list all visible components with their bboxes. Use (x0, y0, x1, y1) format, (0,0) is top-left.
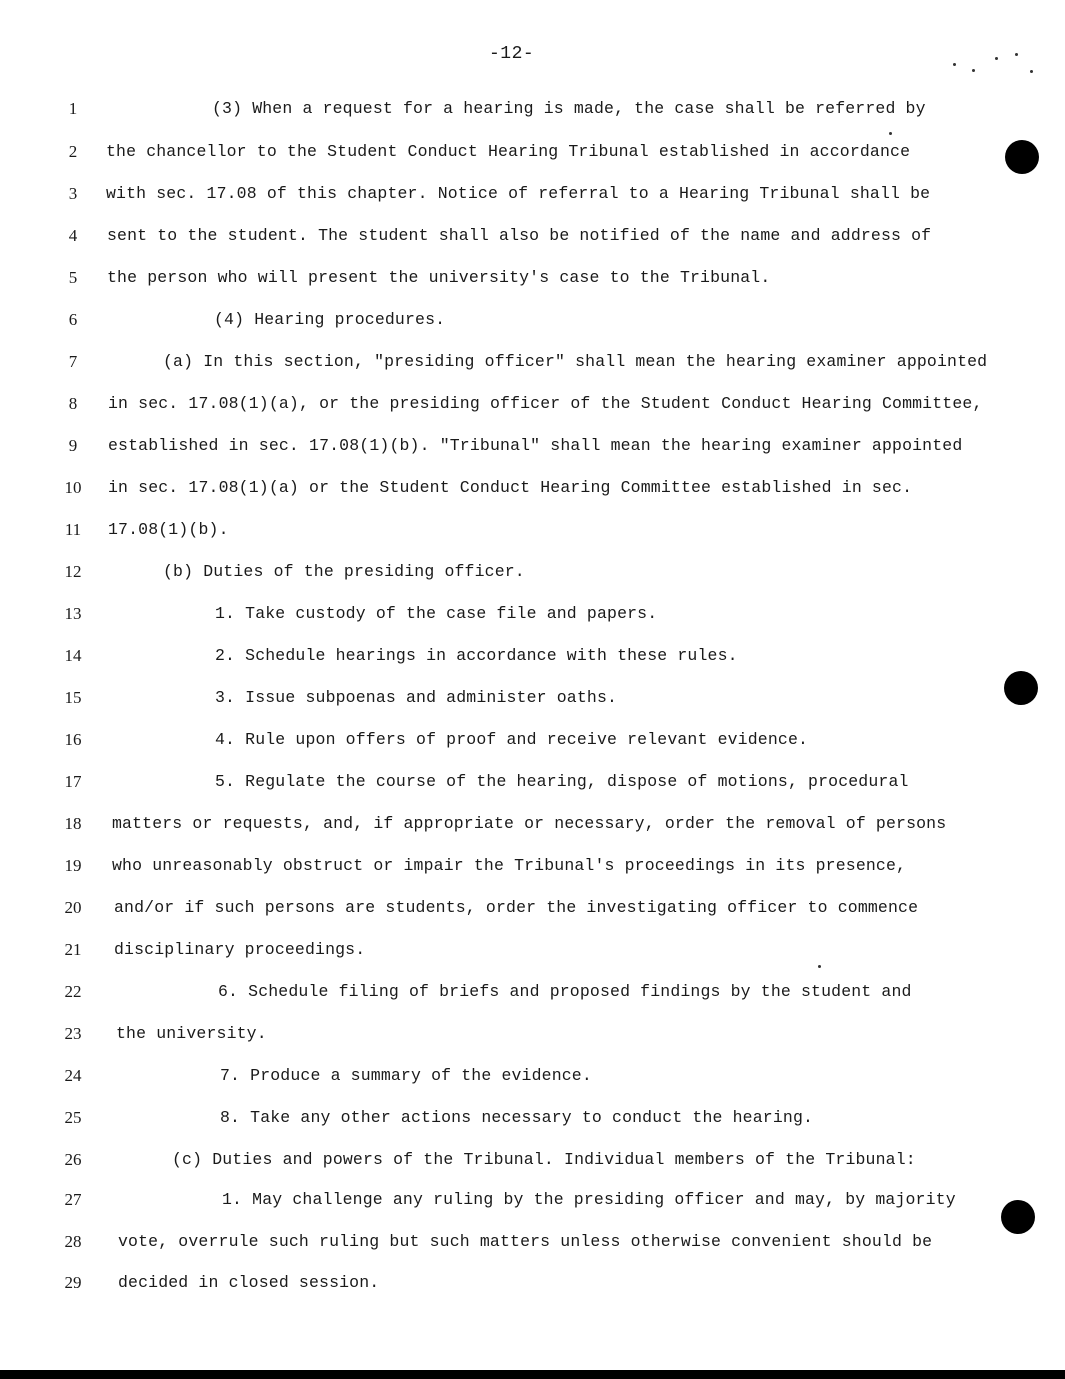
line-text: (c) Duties and powers of the Tribunal. Individual members of the Tribunal: (172, 1150, 916, 1169)
text-line-1 (0, 96, 1065, 122)
scan-speck (889, 132, 892, 135)
line-number: 1 (68, 99, 78, 118)
line-number: 28 (64, 1232, 82, 1251)
punch-hole-top (1005, 140, 1039, 174)
line-text: decided in closed session. (118, 1273, 380, 1292)
line-text: the person who will present the university's case to the Tribunal. (107, 268, 771, 287)
scan-speck (1030, 70, 1033, 73)
line-number: 4 (68, 226, 78, 245)
text-line-24 (0, 1063, 1065, 1089)
line-number: 24 (64, 1066, 82, 1085)
text-line-10 (0, 475, 1065, 501)
line-number: 6 (68, 310, 78, 329)
line-number: 25 (64, 1108, 82, 1127)
scan-speck (972, 69, 975, 72)
text-line-16 (0, 727, 1065, 753)
punch-hole-middle (1004, 671, 1038, 705)
line-text: 8. Take any other actions necessary to conduct the hearing. (220, 1108, 814, 1127)
text-line-8 (0, 391, 1065, 417)
line-text: (b) Duties of the presiding officer. (163, 562, 525, 581)
line-number: 20 (64, 898, 82, 917)
line-text: (3) When a request for a hearing is made, the case shall be referred by (212, 99, 926, 118)
line-number: 26 (64, 1150, 82, 1169)
text-line-19 (0, 853, 1065, 879)
text-line-20 (0, 895, 1065, 921)
text-line-13 (0, 601, 1065, 627)
line-number: 12 (64, 562, 82, 581)
line-text: and/or if such persons are students, order the investigating officer to commence (114, 898, 919, 917)
line-text: 3. Issue subpoenas and administer oaths. (215, 688, 618, 707)
line-text: disciplinary proceedings. (114, 940, 366, 959)
scan-speck (818, 965, 821, 968)
line-text: 5. Regulate the course of the hearing, dispose of motions, procedural (215, 772, 909, 791)
text-line-2 (0, 139, 1065, 165)
line-number: 8 (68, 394, 78, 413)
line-number: 17 (64, 772, 82, 791)
line-number: 23 (64, 1024, 82, 1043)
line-number: 7 (68, 352, 78, 371)
text-line-27 (0, 1187, 1065, 1213)
line-number: 9 (68, 436, 78, 455)
text-line-7 (0, 349, 1065, 375)
line-text: 6. Schedule filing of briefs and proposed findings by the student and (218, 982, 912, 1001)
text-line-5 (0, 265, 1065, 291)
line-text: in sec. 17.08(1)(a), or the presiding officer of the Student Conduct Hearing Committee, (108, 394, 983, 413)
line-number: 10 (64, 478, 82, 497)
text-line-29 (0, 1270, 1065, 1296)
line-text: vote, overrule such ruling but such matters unless otherwise convenient should be (118, 1232, 933, 1251)
line-text: 1. May challenge any ruling by the presiding officer and may, by majority (222, 1190, 956, 1209)
text-line-4 (0, 223, 1065, 249)
line-number: 2 (68, 142, 78, 161)
text-line-23 (0, 1021, 1065, 1047)
line-text: who unreasonably obstruct or impair the Tribunal's proceedings in its presence, (112, 856, 907, 875)
text-line-12 (0, 559, 1065, 585)
line-text: 1. Take custody of the case file and papers. (215, 604, 658, 623)
line-text: the chancellor to the Student Conduct Hearing Tribunal established in accordance (106, 142, 911, 161)
text-line-6 (0, 307, 1065, 333)
scan-bottom-edge (0, 1370, 1065, 1379)
line-text: (4) Hearing procedures. (214, 310, 446, 329)
line-text: established in sec. 17.08(1)(b). "Tribunal" shall mean the hearing examiner appointed (108, 436, 963, 455)
page-number: -12- (489, 44, 535, 64)
line-text: (a) In this section, "presiding officer" shall mean the hearing examiner appointed (163, 352, 988, 371)
line-number: 16 (64, 730, 82, 749)
text-line-15 (0, 685, 1065, 711)
line-text: sent to the student. The student shall also be notified of the name and address of (107, 226, 932, 245)
text-line-11 (0, 517, 1065, 543)
punch-hole-bottom (1001, 1200, 1035, 1234)
line-text: 17.08(1)(b). (108, 520, 229, 539)
line-text: 2. Schedule hearings in accordance with these rules. (215, 646, 738, 665)
line-text: in sec. 17.08(1)(a) or the Student Conduct Hearing Committee established in sec. (108, 478, 913, 497)
line-text: 7. Produce a summary of the evidence. (220, 1066, 592, 1085)
line-number: 14 (64, 646, 82, 665)
line-number: 21 (64, 940, 82, 959)
line-number: 22 (64, 982, 82, 1001)
line-number: 18 (64, 814, 82, 833)
line-number: 27 (64, 1190, 82, 1209)
text-line-9 (0, 433, 1065, 459)
line-number: 29 (64, 1273, 82, 1292)
text-line-17 (0, 769, 1065, 795)
scan-speck (995, 57, 998, 60)
line-text: 4. Rule upon offers of proof and receive relevant evidence. (215, 730, 809, 749)
text-line-18 (0, 811, 1065, 837)
line-number: 3 (68, 184, 78, 203)
line-number: 11 (64, 520, 82, 539)
text-line-21 (0, 937, 1065, 963)
line-number: 15 (64, 688, 82, 707)
line-number: 13 (64, 604, 82, 623)
text-line-14 (0, 643, 1065, 669)
text-line-28 (0, 1229, 1065, 1255)
line-text: with sec. 17.08 of this chapter. Notice of referral to a Hearing Tribunal shall be (106, 184, 931, 203)
text-line-26 (0, 1147, 1065, 1173)
line-number: 19 (64, 856, 82, 875)
line-text: the university. (116, 1024, 267, 1043)
line-text: matters or requests, and, if appropriate or necessary, order the removal of persons (112, 814, 947, 833)
scan-speck (1015, 53, 1018, 56)
text-line-25 (0, 1105, 1065, 1131)
scan-speck (953, 63, 956, 66)
line-number: 5 (68, 268, 78, 287)
text-line-3 (0, 181, 1065, 207)
text-line-22 (0, 979, 1065, 1005)
